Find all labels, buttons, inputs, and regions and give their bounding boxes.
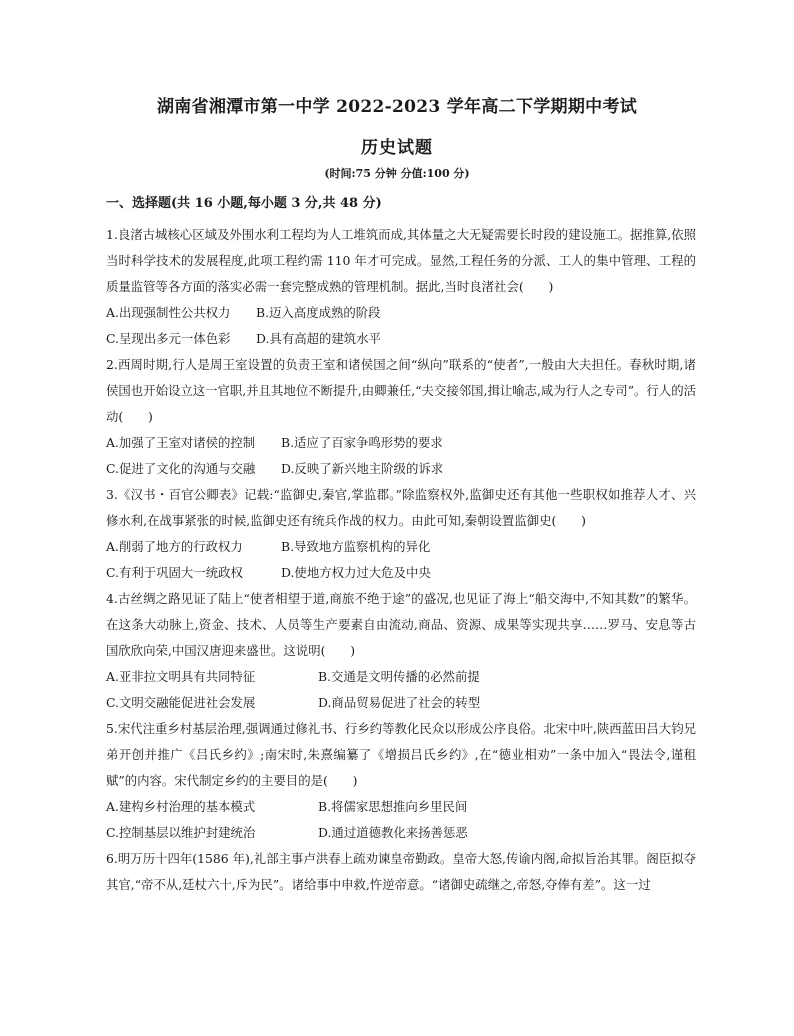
option-a: A.建构乡村治理的基本模式 [106,799,256,814]
question-options [106,430,696,482]
question-6 [106,846,696,898]
option-b: B.导致地方监察机构的异化 [281,539,431,554]
question-4 [106,586,696,716]
option-d: D.使地方权力过大危及中央 [281,565,431,580]
option-a: A.亚非拉文明具有共同特征 [106,669,256,684]
option-b: B.适应了百家争鸣形势的要求 [281,435,443,450]
option-b: B.将儒家思想推向乡里民间 [318,799,468,814]
option-c: C.有利于巩固大一统政权 [106,565,243,580]
option-d: D.通过道德教化来扬善惩恶 [318,825,468,840]
questions-list [106,222,696,898]
question-stem: 4.古丝绸之路见证了陆上“使者相望于道,商旅不绝于途”的盛况,也见证了海上“船交海中,不知其数”的繁华。在这条大动脉上,资金、技术、人员等生产要素自由流动,商品、资源、成果等实现共享……罗马、安息等古国欣欣向荣,中国汉唐迎来盛世。这说明( ) [106,591,696,658]
exam-time-score: (时间:75 分钟 分值:100 分) [324,167,470,180]
option-d: D.商品贸易促进了社会的转型 [318,695,481,710]
question-options [106,664,696,716]
question-options [106,300,696,352]
question-options [106,534,696,586]
exam-subject-title: 历史试题 [361,138,433,158]
question-stem: 6.明万历十四年(1586 年),礼部主事卢洪春上疏劝谏皇帝勤政。皇帝大怒,传谕内阁,命拟旨治其罪。阁臣拟夺其官,“帝不从,廷杖六十,斥为民”。诸给事中申救,忤逆帝意。“诸御史疏继之,帝怒,夺俸有差”。这一过 [106,851,696,892]
option-a: A.出现强制性公共权力 [106,305,231,320]
option-c: C.呈现出多元一体色彩 [106,331,231,346]
option-d: D.反映了新兴地主阶级的诉求 [281,461,444,476]
question-1 [106,222,696,352]
question-options [106,794,696,846]
option-c: C.控制基层以维护封建统治 [106,825,256,840]
question-stem: 5.宋代注重乡村基层治理,强调通过修礼书、行乡约等教化民众以形成公序良俗。北宋中叶,陕西蓝田吕大钧兄弟开创并推广《吕氏乡约》;南宋时,朱熹编纂了《增损吕氏乡约》,在“德业相劝”一条中加入“畏法令,谨租赋”的内容。宋代制定乡约的主要目的是( ) [106,721,696,788]
question-2 [106,352,696,482]
exam-title: 湖南省湘潭市第一中学 2022-2023 学年高二下学期期中考试 [156,97,638,117]
option-b: B.迈入高度成熟的阶段 [256,305,381,320]
option-d: D.具有高超的建筑水平 [256,331,381,346]
question-3 [106,482,696,586]
section-heading: 一、选择题(共 16 小题,每小题 3 分,共 48 分) [106,196,382,211]
option-b: B.交通是文明传播的必然前提 [318,669,480,684]
question-stem: 1.良渚古城核心区域及外围水利工程均为人工堆筑而成,其体量之大无疑需要长时段的建设施工。据推算,依照当时科学技术的发展程度,此项工程约需 110 年才可完成。显然,工程任务的分派、工人的集中管理、工程的质量监管等各方面的落实必需一套完整成熟的管理机制。据此,当时良渚社会( ) [106,227,696,294]
option-c: C.文明交融能促进社会发展 [106,695,256,710]
question-stem: 2.西周时期,行人是周王室设置的负责王室和诸侯国之间“纵向”联系的“使者”,一般由大夫担任。春秋时期,诸侯国也开始设立这一官职,并且其地位不断提升,由卿兼任,“夫交接邻国,揖让喻志,咸为行人之专司”。行人的活动( ) [106,357,696,424]
option-a: A.加强了王室对诸侯的控制 [106,435,256,450]
option-c: C.促进了文化的沟通与交融 [106,461,256,476]
question-5 [106,716,696,846]
option-a: A.削弱了地方的行政权力 [106,539,243,554]
question-stem: 3.《汉书・百官公卿表》记载:“监御史,秦官,掌监郡。”除监察权外,监御史还有其他一些职权如推荐人才、兴修水利,在战事紧张的时候,监御史还有统兵作战的权力。由此可知,秦朝设置监御史( ) [106,487,696,528]
